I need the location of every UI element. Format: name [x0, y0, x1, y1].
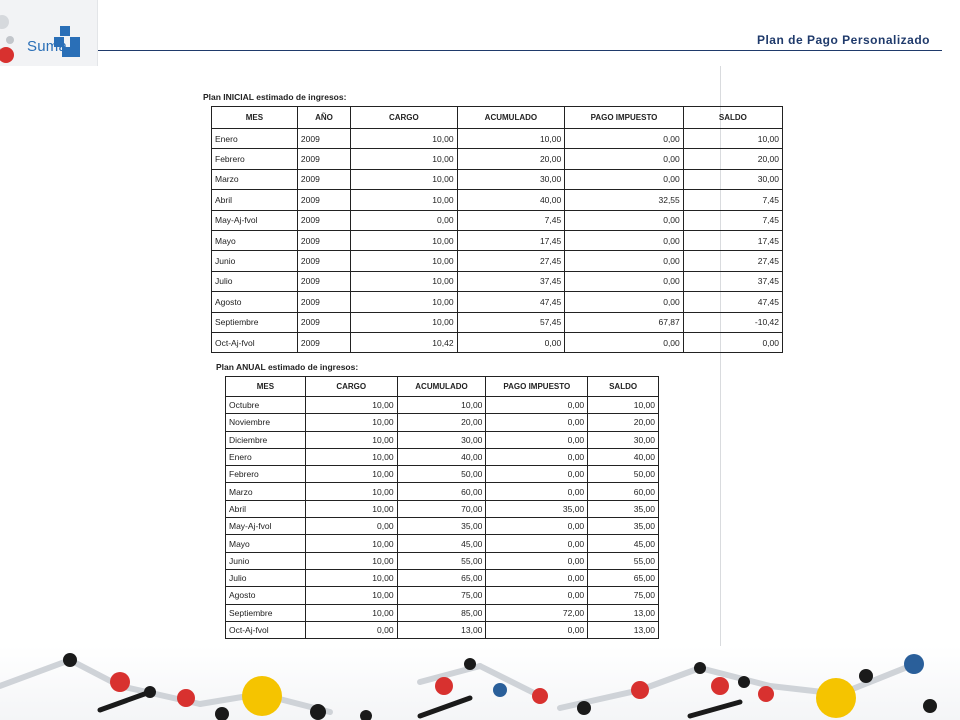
table-cell: Mayo: [226, 535, 306, 552]
column-header: SALDO: [588, 377, 659, 397]
table-cell: 0,00: [565, 230, 684, 250]
table-cell: 27,45: [683, 251, 782, 271]
table-cell: 7,45: [683, 210, 782, 230]
table-cell: May-Aj-fvol: [226, 518, 306, 535]
table-cell: 2009: [297, 251, 350, 271]
document-scan: [98, 66, 779, 676]
table-cell: 65,00: [397, 569, 486, 586]
table-cell: 2009: [297, 292, 350, 312]
table-cell: 40,00: [397, 448, 486, 465]
column-header: CARGO: [351, 107, 457, 129]
table-row: [212, 169, 783, 189]
table-cell: Diciembre: [226, 431, 306, 448]
table-cell: 17,45: [683, 230, 782, 250]
molecule-decoration-icon: [0, 0, 98, 66]
table-row: [212, 210, 783, 230]
table-cell: 40,00: [457, 190, 565, 210]
table-cell: 37,45: [683, 271, 782, 291]
table-row: [212, 312, 783, 332]
slide-title: Plan de Pago Personalizado: [756, 33, 930, 47]
table-cell: 60,00: [588, 483, 659, 500]
table-row: [212, 230, 783, 250]
plan-anual-caption: Plan ANUAL estimado de ingresos:: [216, 362, 359, 372]
table-row: [212, 292, 783, 312]
table-row: [226, 587, 659, 604]
table-cell: 0,00: [486, 397, 588, 414]
table-cell: 2009: [297, 149, 350, 169]
table-cell: 30,00: [457, 169, 565, 189]
table-header-row: [226, 377, 659, 397]
table-cell: 0,00: [486, 621, 588, 638]
table-cell: 10,00: [305, 569, 397, 586]
table-cell: 75,00: [588, 587, 659, 604]
column-header: ACUMULADO: [457, 107, 565, 129]
table-cell: 10,00: [351, 129, 457, 149]
table-header-row: [212, 107, 783, 129]
table-row: [212, 332, 783, 352]
table-cell: 40,00: [588, 448, 659, 465]
table-cell: 0,00: [486, 466, 588, 483]
table-cell: 20,00: [588, 414, 659, 431]
column-header: PAGO IMPUESTO: [565, 107, 684, 129]
table-cell: 0,00: [486, 431, 588, 448]
table-cell: Abril: [226, 500, 306, 517]
table-cell: 7,45: [457, 210, 565, 230]
table-cell: 65,00: [588, 569, 659, 586]
table-cell: Julio: [212, 271, 298, 291]
molecule-decoration-icon: [0, 646, 960, 720]
table-cell: 72,00: [486, 604, 588, 621]
table-cell: 35,00: [397, 518, 486, 535]
table-cell: 0,00: [486, 569, 588, 586]
table-cell: 20,00: [683, 149, 782, 169]
table-cell: 10,00: [683, 129, 782, 149]
table-cell: 47,45: [457, 292, 565, 312]
table-cell: 50,00: [588, 466, 659, 483]
table-cell: 75,00: [397, 587, 486, 604]
table-cell: 10,00: [305, 587, 397, 604]
table-cell: 2009: [297, 210, 350, 230]
table-row: [226, 414, 659, 431]
table-cell: 2009: [297, 190, 350, 210]
plan-inicial-caption: Plan INICIAL estimado de ingresos:: [203, 92, 347, 102]
table-cell: Febrero: [226, 466, 306, 483]
table-cell: 10,00: [351, 292, 457, 312]
table-cell: Febrero: [212, 149, 298, 169]
table-cell: 13,00: [588, 621, 659, 638]
molecule-band: [0, 646, 960, 720]
table-cell: 10,00: [351, 251, 457, 271]
slide-header: [0, 0, 960, 66]
table-cell: 0,00: [565, 210, 684, 230]
table-cell: 0,00: [486, 483, 588, 500]
table-cell: 2009: [297, 271, 350, 291]
table-cell: 85,00: [397, 604, 486, 621]
table-cell: Enero: [212, 129, 298, 149]
logo: [0, 0, 98, 66]
table-cell: 10,00: [305, 535, 397, 552]
table-row: [212, 251, 783, 271]
table-cell: 35,00: [588, 500, 659, 517]
table-cell: 10,00: [351, 230, 457, 250]
table-cell: 10,00: [351, 149, 457, 169]
table-cell: Octubre: [226, 397, 306, 414]
table-cell: 60,00: [397, 483, 486, 500]
table-cell: 10,00: [397, 397, 486, 414]
column-header: PAGO IMPUESTO: [486, 377, 588, 397]
table-cell: Agosto: [226, 587, 306, 604]
table-cell: 2009: [297, 169, 350, 189]
table-row: [226, 621, 659, 638]
table-cell: Oct-Aj-fvol: [212, 332, 298, 352]
table-cell: 0,00: [565, 332, 684, 352]
table-cell: 57,45: [457, 312, 565, 332]
table-cell: 47,45: [683, 292, 782, 312]
table-cell: 10,00: [305, 483, 397, 500]
column-header: ACUMULADO: [397, 377, 486, 397]
column-header: MES: [212, 107, 298, 129]
table-cell: 10,00: [305, 604, 397, 621]
table-cell: 10,42: [351, 332, 457, 352]
table-row: [212, 129, 783, 149]
table-cell: Mayo: [212, 230, 298, 250]
table-cell: 10,00: [351, 169, 457, 189]
table-cell: 45,00: [397, 535, 486, 552]
table-cell: 2009: [297, 312, 350, 332]
table-cell: 0,00: [305, 621, 397, 638]
table-cell: 0,00: [565, 251, 684, 271]
table-cell: 13,00: [397, 621, 486, 638]
table-cell: 10,00: [457, 129, 565, 149]
table-cell: 0,00: [486, 448, 588, 465]
logo-text: Suma: [27, 38, 67, 55]
table-row: [212, 149, 783, 169]
table-cell: 55,00: [397, 552, 486, 569]
table-cell: May-Aj-fvol: [212, 210, 298, 230]
table-cell: 0,00: [486, 518, 588, 535]
table-cell: Septiembre: [226, 604, 306, 621]
table-cell: Enero: [226, 448, 306, 465]
table-cell: 10,00: [305, 500, 397, 517]
table-row: [226, 604, 659, 621]
table-cell: 50,00: [397, 466, 486, 483]
table-cell: 55,00: [588, 552, 659, 569]
table-cell: 27,45: [457, 251, 565, 271]
table-cell: 0,00: [565, 149, 684, 169]
table-cell: Junio: [212, 251, 298, 271]
table-cell: 32,55: [565, 190, 684, 210]
table-cell: 10,00: [305, 397, 397, 414]
table-cell: 30,00: [397, 431, 486, 448]
table-cell: 35,00: [588, 518, 659, 535]
table-cell: 0,00: [457, 332, 565, 352]
plan-anual-table: [225, 376, 659, 639]
table-cell: 0,00: [305, 518, 397, 535]
column-header: AÑO: [297, 107, 350, 129]
table-cell: 35,00: [486, 500, 588, 517]
table-cell: 10,00: [305, 552, 397, 569]
table-row: [226, 552, 659, 569]
table-cell: 10,00: [305, 414, 397, 431]
table-cell: Noviembre: [226, 414, 306, 431]
table-cell: 17,45: [457, 230, 565, 250]
table-cell: Marzo: [212, 169, 298, 189]
table-row: [226, 466, 659, 483]
table-row: [212, 271, 783, 291]
table-cell: 10,00: [305, 466, 397, 483]
column-header: MES: [226, 377, 306, 397]
table-cell: Marzo: [226, 483, 306, 500]
table-cell: 0,00: [565, 292, 684, 312]
table-row: [226, 397, 659, 414]
table-cell: Oct-Aj-fvol: [226, 621, 306, 638]
plan-inicial-table: [211, 106, 783, 353]
table-row: [226, 431, 659, 448]
table-row: [226, 483, 659, 500]
table-cell: -10,42: [683, 312, 782, 332]
table-cell: Agosto: [212, 292, 298, 312]
table-cell: 0,00: [565, 271, 684, 291]
table-cell: Septiembre: [212, 312, 298, 332]
table-row: [212, 190, 783, 210]
table-row: [226, 569, 659, 586]
table-cell: 0,00: [486, 535, 588, 552]
table-cell: 2009: [297, 129, 350, 149]
table-row: [226, 518, 659, 535]
table-row: [226, 535, 659, 552]
table-cell: 10,00: [305, 448, 397, 465]
table-cell: 0,00: [565, 129, 684, 149]
table-cell: 67,87: [565, 312, 684, 332]
table-cell: 0,00: [486, 587, 588, 604]
header-divider: [98, 50, 942, 51]
table-cell: Junio: [226, 552, 306, 569]
table-cell: 10,00: [351, 312, 457, 332]
table-cell: 0,00: [565, 169, 684, 189]
table-cell: 37,45: [457, 271, 565, 291]
table-cell: 2009: [297, 230, 350, 250]
table-cell: 0,00: [486, 552, 588, 569]
column-header: CARGO: [305, 377, 397, 397]
table-cell: Abril: [212, 190, 298, 210]
table-cell: 10,00: [305, 431, 397, 448]
table-cell: 0,00: [351, 210, 457, 230]
table-cell: 30,00: [683, 169, 782, 189]
table-cell: 10,00: [351, 271, 457, 291]
table-cell: 10,00: [351, 190, 457, 210]
table-cell: 2009: [297, 332, 350, 352]
table-cell: Julio: [226, 569, 306, 586]
table-cell: 20,00: [397, 414, 486, 431]
table-row: [226, 448, 659, 465]
table-cell: 0,00: [683, 332, 782, 352]
table-cell: 20,00: [457, 149, 565, 169]
table-cell: 7,45: [683, 190, 782, 210]
table-cell: 0,00: [486, 414, 588, 431]
table-cell: 30,00: [588, 431, 659, 448]
table-cell: 45,00: [588, 535, 659, 552]
table-row: [226, 500, 659, 517]
column-header: SALDO: [683, 107, 782, 129]
table-cell: 13,00: [588, 604, 659, 621]
table-cell: 70,00: [397, 500, 486, 517]
table-cell: 10,00: [588, 397, 659, 414]
